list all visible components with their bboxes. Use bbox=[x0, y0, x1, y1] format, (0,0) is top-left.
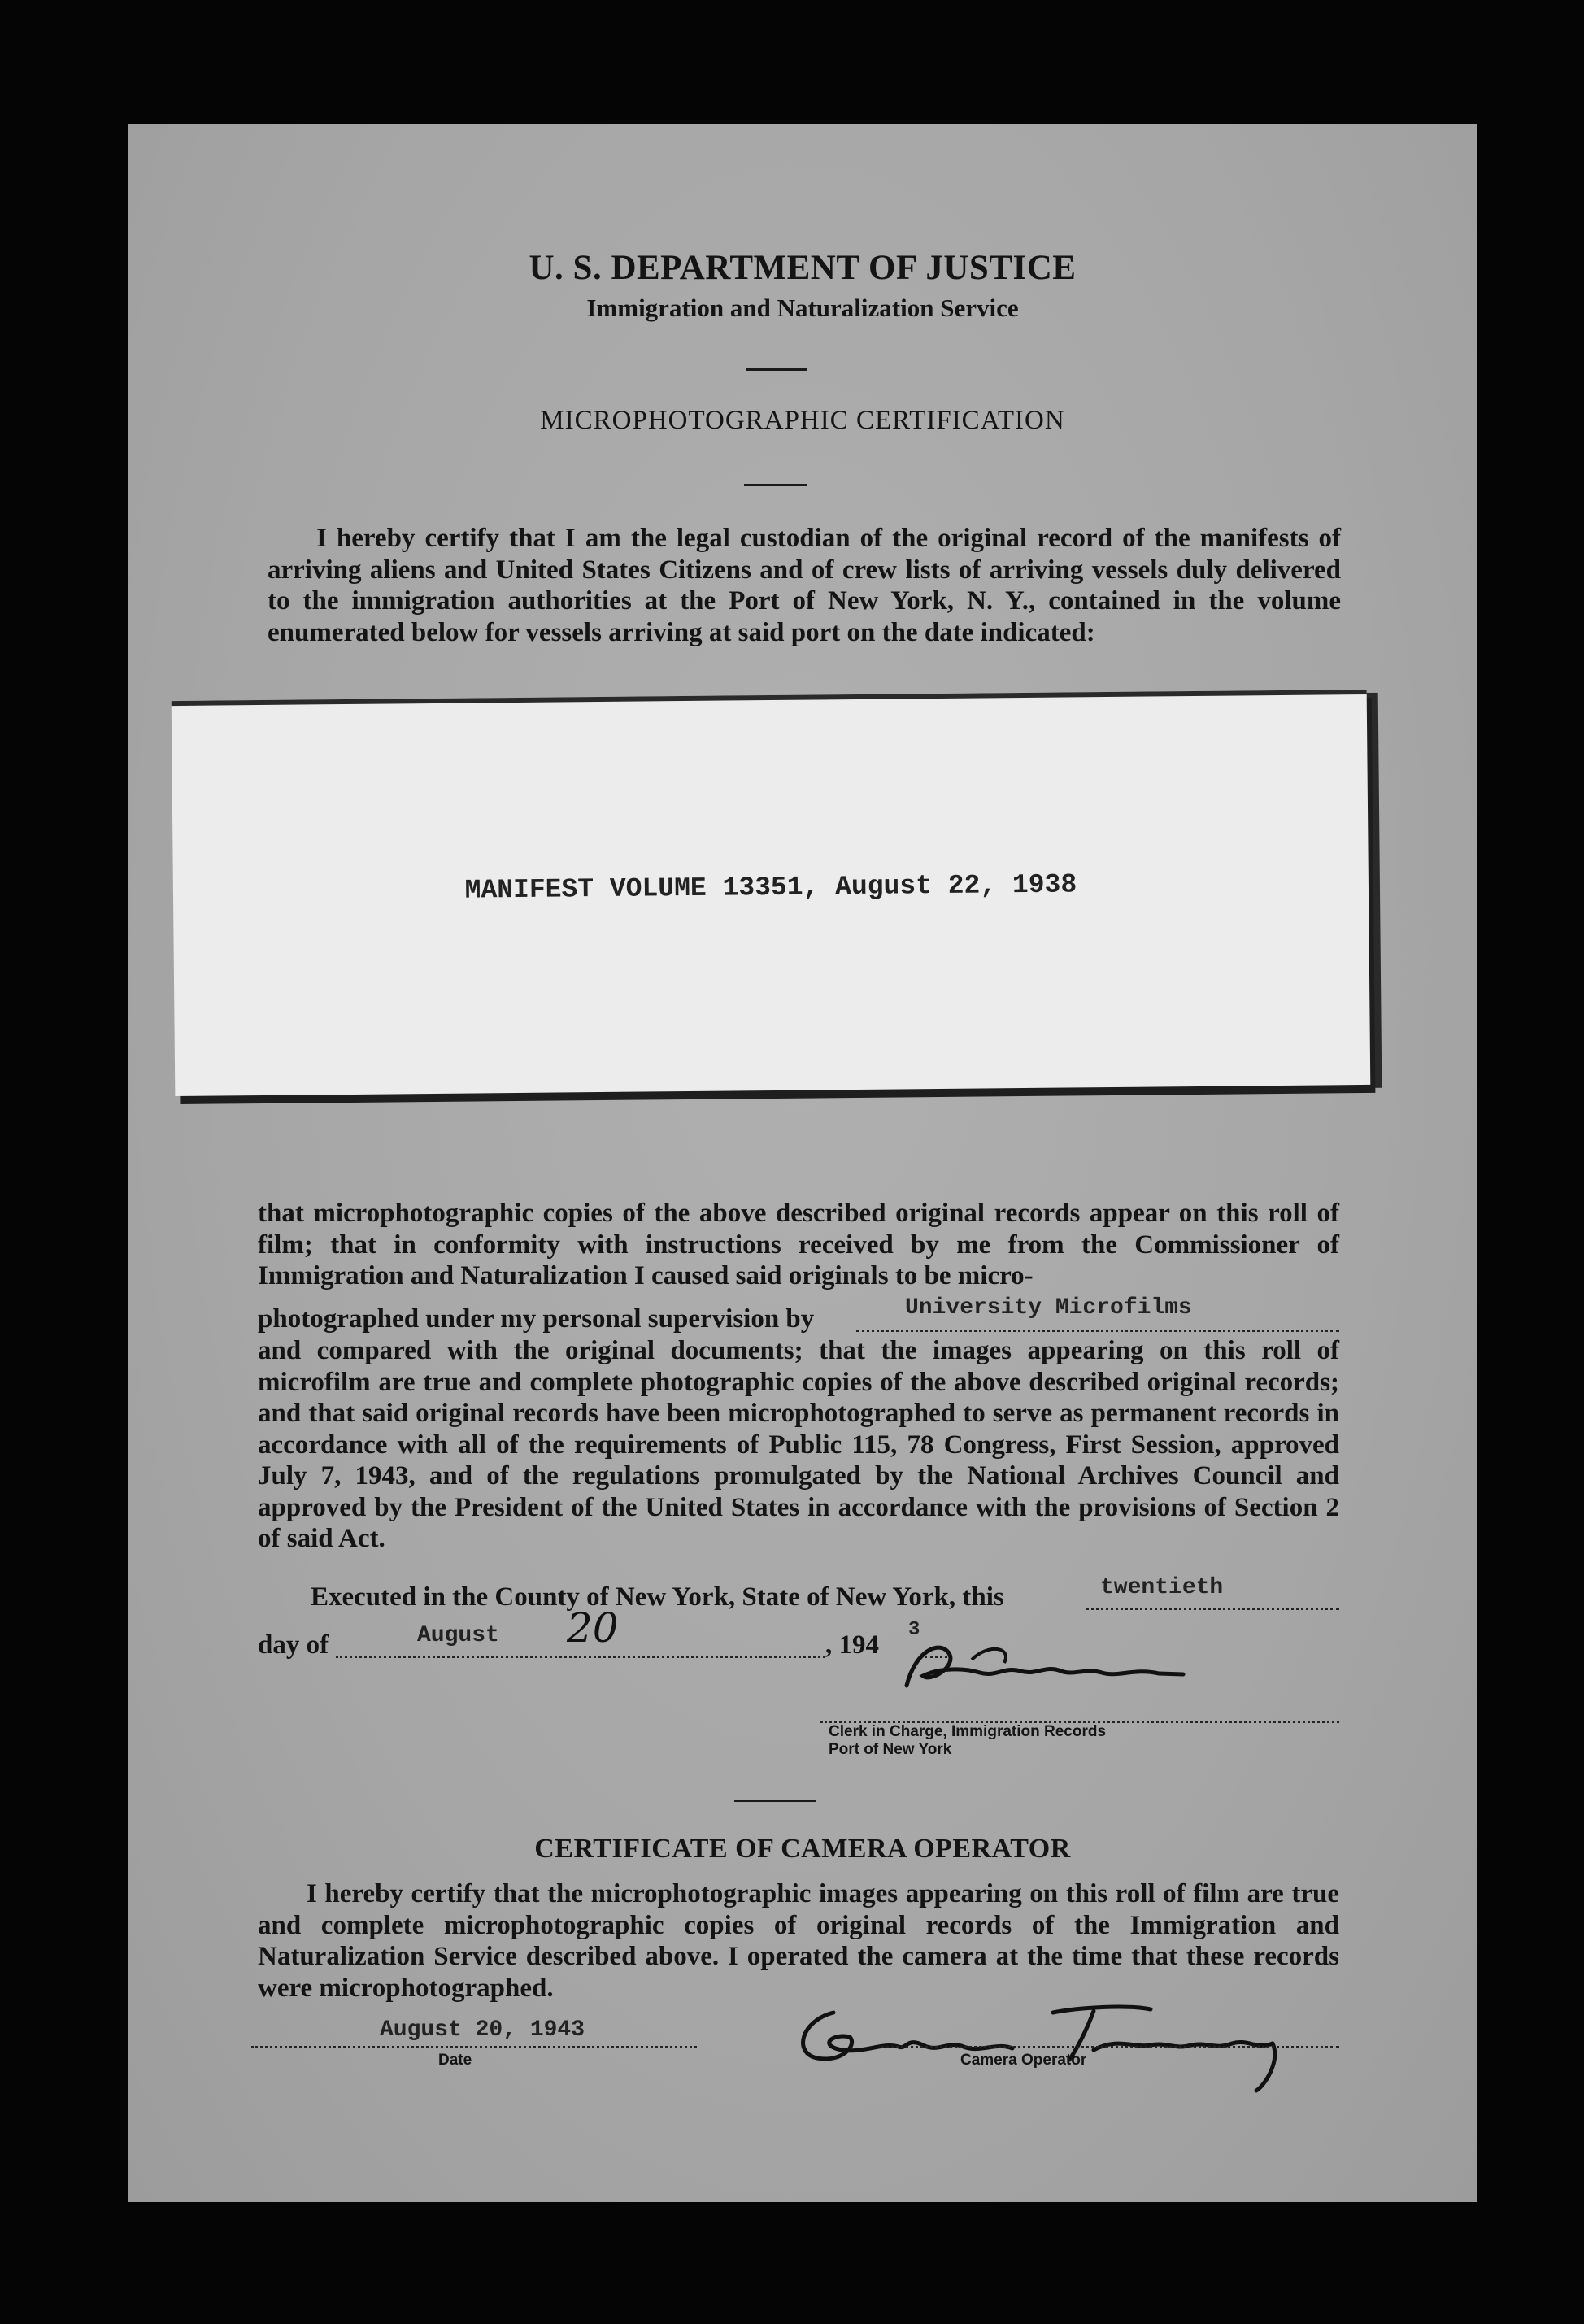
camera-operator-label: Camera Operator bbox=[960, 2052, 1087, 2069]
execution-year-digit: 3 bbox=[908, 1619, 920, 1641]
body-paragraph-rest: and compared with the original documents; that the images appearing on this roll of microfilm are true and complete photographic copies of the above described original records; and that said original records have been microphotographed to serve as permanent records in accordance with all of the requirements of Public 115, 78 Congress, First Session, approved July 7, 1943, and of the regulations promulgated by the National Archives Council and approved by the President of the United States in accordance with the provisions of Section 2 of said Act. bbox=[258, 1336, 1339, 1553]
camera-certificate-paragraph: I hereby certify that the microphotographic images appearing on this roll of film are true and complete microphotographic copies of original records of the Immigration and Naturalization Service described above. I operated the camera at the time that these records were microphotographed. bbox=[258, 1879, 1339, 2003]
execution-day-word: twentieth bbox=[1100, 1575, 1224, 1600]
execution-month: August bbox=[417, 1623, 499, 1648]
divider-rule bbox=[744, 484, 807, 486]
certification-title: MICROPHOTOGRAPHIC CERTIFICATION bbox=[540, 406, 1065, 435]
manifest-volume-slip bbox=[172, 690, 1371, 1096]
agency-heading: U. S. DEPARTMENT OF JUSTICE bbox=[529, 249, 1077, 287]
camera-operator-signature bbox=[785, 1996, 1370, 2094]
execution-line-prefix: Executed in the County of New York, State of New York, this bbox=[311, 1582, 1004, 1612]
dotted-fill-line bbox=[336, 1656, 825, 1658]
execution-year-prefix: , 194 bbox=[825, 1630, 879, 1660]
operator-dotted-line bbox=[881, 2046, 1339, 2048]
intro-paragraph: I hereby certify that I am the legal custodian of the original record of the manifests of arriving aliens and United States Citizens and of crew lists of arriving vessels duly delivered to the immigration authorities at the Port of New York, N. Y., contained in the volume enumerated below for vessels arriving at said port on the date indicated: bbox=[268, 524, 1341, 647]
camera-date-label: Date bbox=[438, 2052, 472, 2069]
dotted-fill-line bbox=[1086, 1608, 1339, 1610]
day-of-label: day of bbox=[258, 1630, 329, 1660]
execution-day-handwritten: 20 bbox=[567, 1604, 619, 1652]
divider-rule bbox=[746, 368, 807, 371]
dotted-fill-line bbox=[856, 1330, 1339, 1332]
clerk-signature bbox=[890, 1635, 1297, 1700]
supervision-line-prefix: photographed under my personal supervision by bbox=[258, 1304, 815, 1334]
camera-certificate-heading: CERTIFICATE OF CAMERA OPERATOR bbox=[534, 1834, 1071, 1864]
date-dotted-line bbox=[251, 2046, 697, 2048]
camera-date-value: August 20, 1943 bbox=[380, 2017, 585, 2043]
clerk-title-line1: Clerk in Charge, Immigration Records bbox=[829, 1723, 1107, 1740]
certificate-page bbox=[128, 124, 1477, 2202]
manifest-volume-text: MANIFEST VOLUME 13351, August 22, 1938 bbox=[464, 869, 1077, 906]
divider-rule bbox=[734, 1800, 816, 1802]
body-paragraph-start: that microphotographic copies of the above described original records appear on this roll of film; that in conformity with instructions received by me from the Commissioner of Immigration and Naturalization I caused said originals to be micro- bbox=[258, 1199, 1339, 1290]
clerk-title-line2: Port of New York bbox=[829, 1741, 952, 1758]
service-subheading: Immigration and Naturalization Service bbox=[586, 294, 1019, 322]
supervision-vendor: University Microfilms bbox=[905, 1295, 1192, 1321]
